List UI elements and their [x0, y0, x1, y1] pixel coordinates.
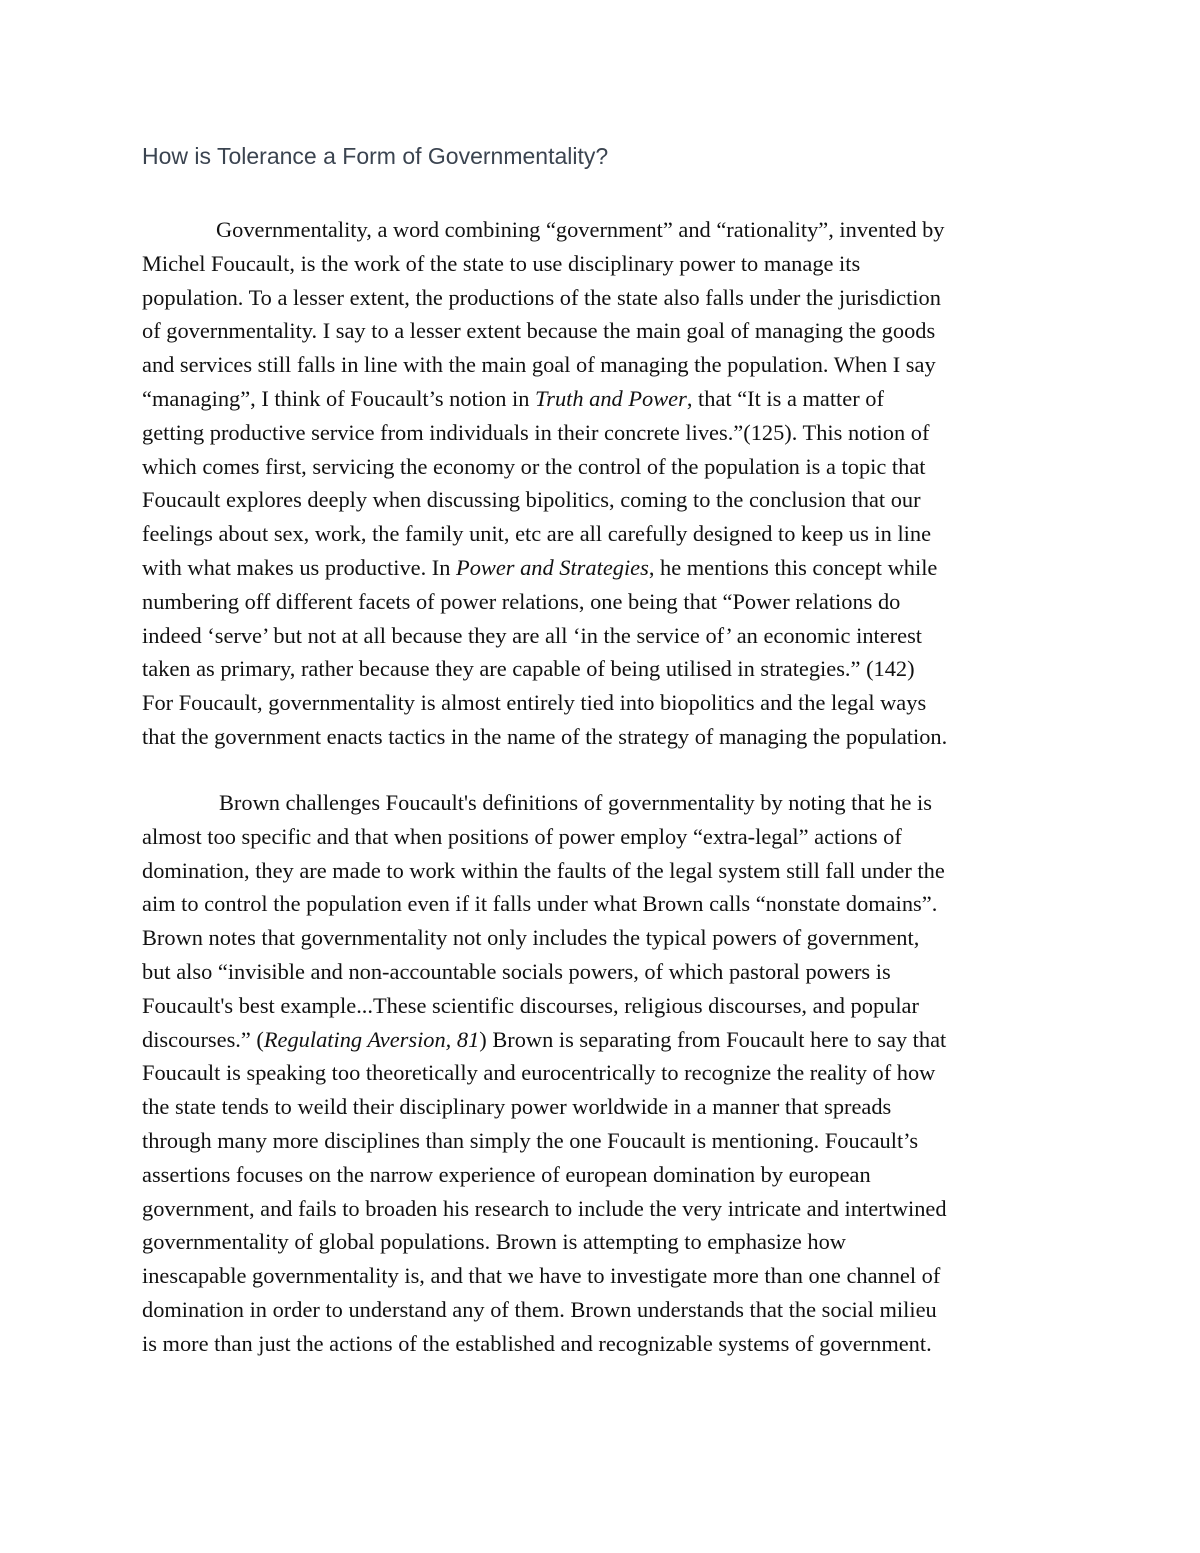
text-line: almost too specific and that when positions of power employ “extra-legal” actions of — [142, 823, 902, 849]
text-line: indeed ‘serve’ but not at all because they are all ‘in the service of’ an economic interest — [142, 622, 922, 648]
text-line: governmentality of global populations. Brown is attempting to emphasize how — [142, 1229, 846, 1255]
text-line: government, and fails to broaden his research to include the very intricate and intertwined — [142, 1195, 947, 1221]
text-line: and services still falls in line with the main goal of managing the population. When I say — [142, 352, 936, 378]
text-run: discourses.” ( — [142, 1026, 264, 1052]
text-run: , that “It is a matter of — [686, 385, 884, 411]
text-line: through many more disciplines than simply the one Foucault is mentioning. Foucault’s — [142, 1127, 919, 1153]
text-line: the state tends to weild their disciplinary power worldwide in a manner that spreads — [142, 1094, 892, 1120]
text-run: ) Brown is separating from Foucault here to say that — [479, 1026, 947, 1052]
italic-citation: Regulating Aversion, 81 — [263, 1026, 480, 1052]
text-line: For Foucault, governmentality is almost entirely tied into biopolitics and the legal ways — [142, 690, 927, 716]
text-line: getting productive service from individuals in their concrete lives.”(125). This notion of — [142, 419, 930, 445]
text-line: of governmentality. I say to a lesser extent because the main goal of managing the goods — [142, 318, 936, 344]
text-line: Foucault's best example...These scientific discourses, religious discourses, and popular — [142, 992, 919, 1018]
text-run: , he mentions this concept while — [648, 554, 938, 580]
text-line: Governmentality, a word combining “government” and “rationality”, invented by — [216, 217, 945, 242]
text-line: population. To a lesser extent, the productions of the state also falls under the jurisdiction — [142, 284, 941, 310]
text-line: taken as primary, rather because they are capable of being utilised in strategies.” (142) — [142, 656, 915, 682]
text-line — [142, 1023, 1072, 1057]
paragraph-1 — [142, 213, 1072, 754]
text-line: domination, they are made to work within the faults of the legal system still fall under the — [142, 857, 945, 883]
text-line: is more than just the actions of the established and recognizable systems of government. — [142, 1330, 932, 1356]
text-line: Brown notes that governmentality not only includes the typical powers of government, — [142, 925, 920, 951]
text-line: Brown challenges Foucault's definitions of governmentality by noting that he is — [219, 790, 932, 815]
text-line — [142, 551, 1072, 585]
text-line: but also “invisible and non-accountable socials powers, of which pastoral powers is — [142, 958, 891, 984]
text-line: numbering off different facets of power relations, one being that “Power relations do — [142, 588, 901, 614]
text-line: feelings about sex, work, the family unit, etc are all carefully designed to keep us in line — [142, 521, 932, 547]
text-line: assertions focuses on the narrow experience of european domination by european — [142, 1161, 871, 1187]
document-title: How is Tolerance a Form of Governmentality? — [142, 143, 609, 169]
text-line: inescapable governmentality is, and that we have to investigate more than one channel of — [142, 1263, 941, 1289]
text-run: “managing”, I think of Foucault’s notion in — [142, 385, 536, 411]
text-line: Foucault is speaking too theoretically and eurocentrically to recognize the reality of how — [142, 1060, 936, 1086]
text-line: Michel Foucault, is the work of the state to use disciplinary power to manage its — [142, 250, 861, 276]
paragraph-2 — [142, 786, 1072, 1361]
text-line: Foucault explores deeply when discussing bipolitics, coming to the conclusion that our — [142, 487, 921, 513]
text-line: that the government enacts tactics in the name of the strategy of managing the population. — [142, 723, 948, 749]
text-line — [142, 382, 1072, 416]
italic-citation: Power and Strategies — [456, 554, 649, 580]
text-line: domination in order to understand any of them. Brown understands that the social milieu — [142, 1296, 937, 1322]
italic-citation: Truth and Power — [535, 385, 687, 411]
text-run: with what makes us productive. In — [142, 554, 457, 580]
text-line: which comes first, servicing the economy or the control of the population is a topic that — [142, 453, 926, 479]
text-line: aim to control the population even if it falls under what Brown calls “nonstate domains”. — [142, 891, 938, 917]
